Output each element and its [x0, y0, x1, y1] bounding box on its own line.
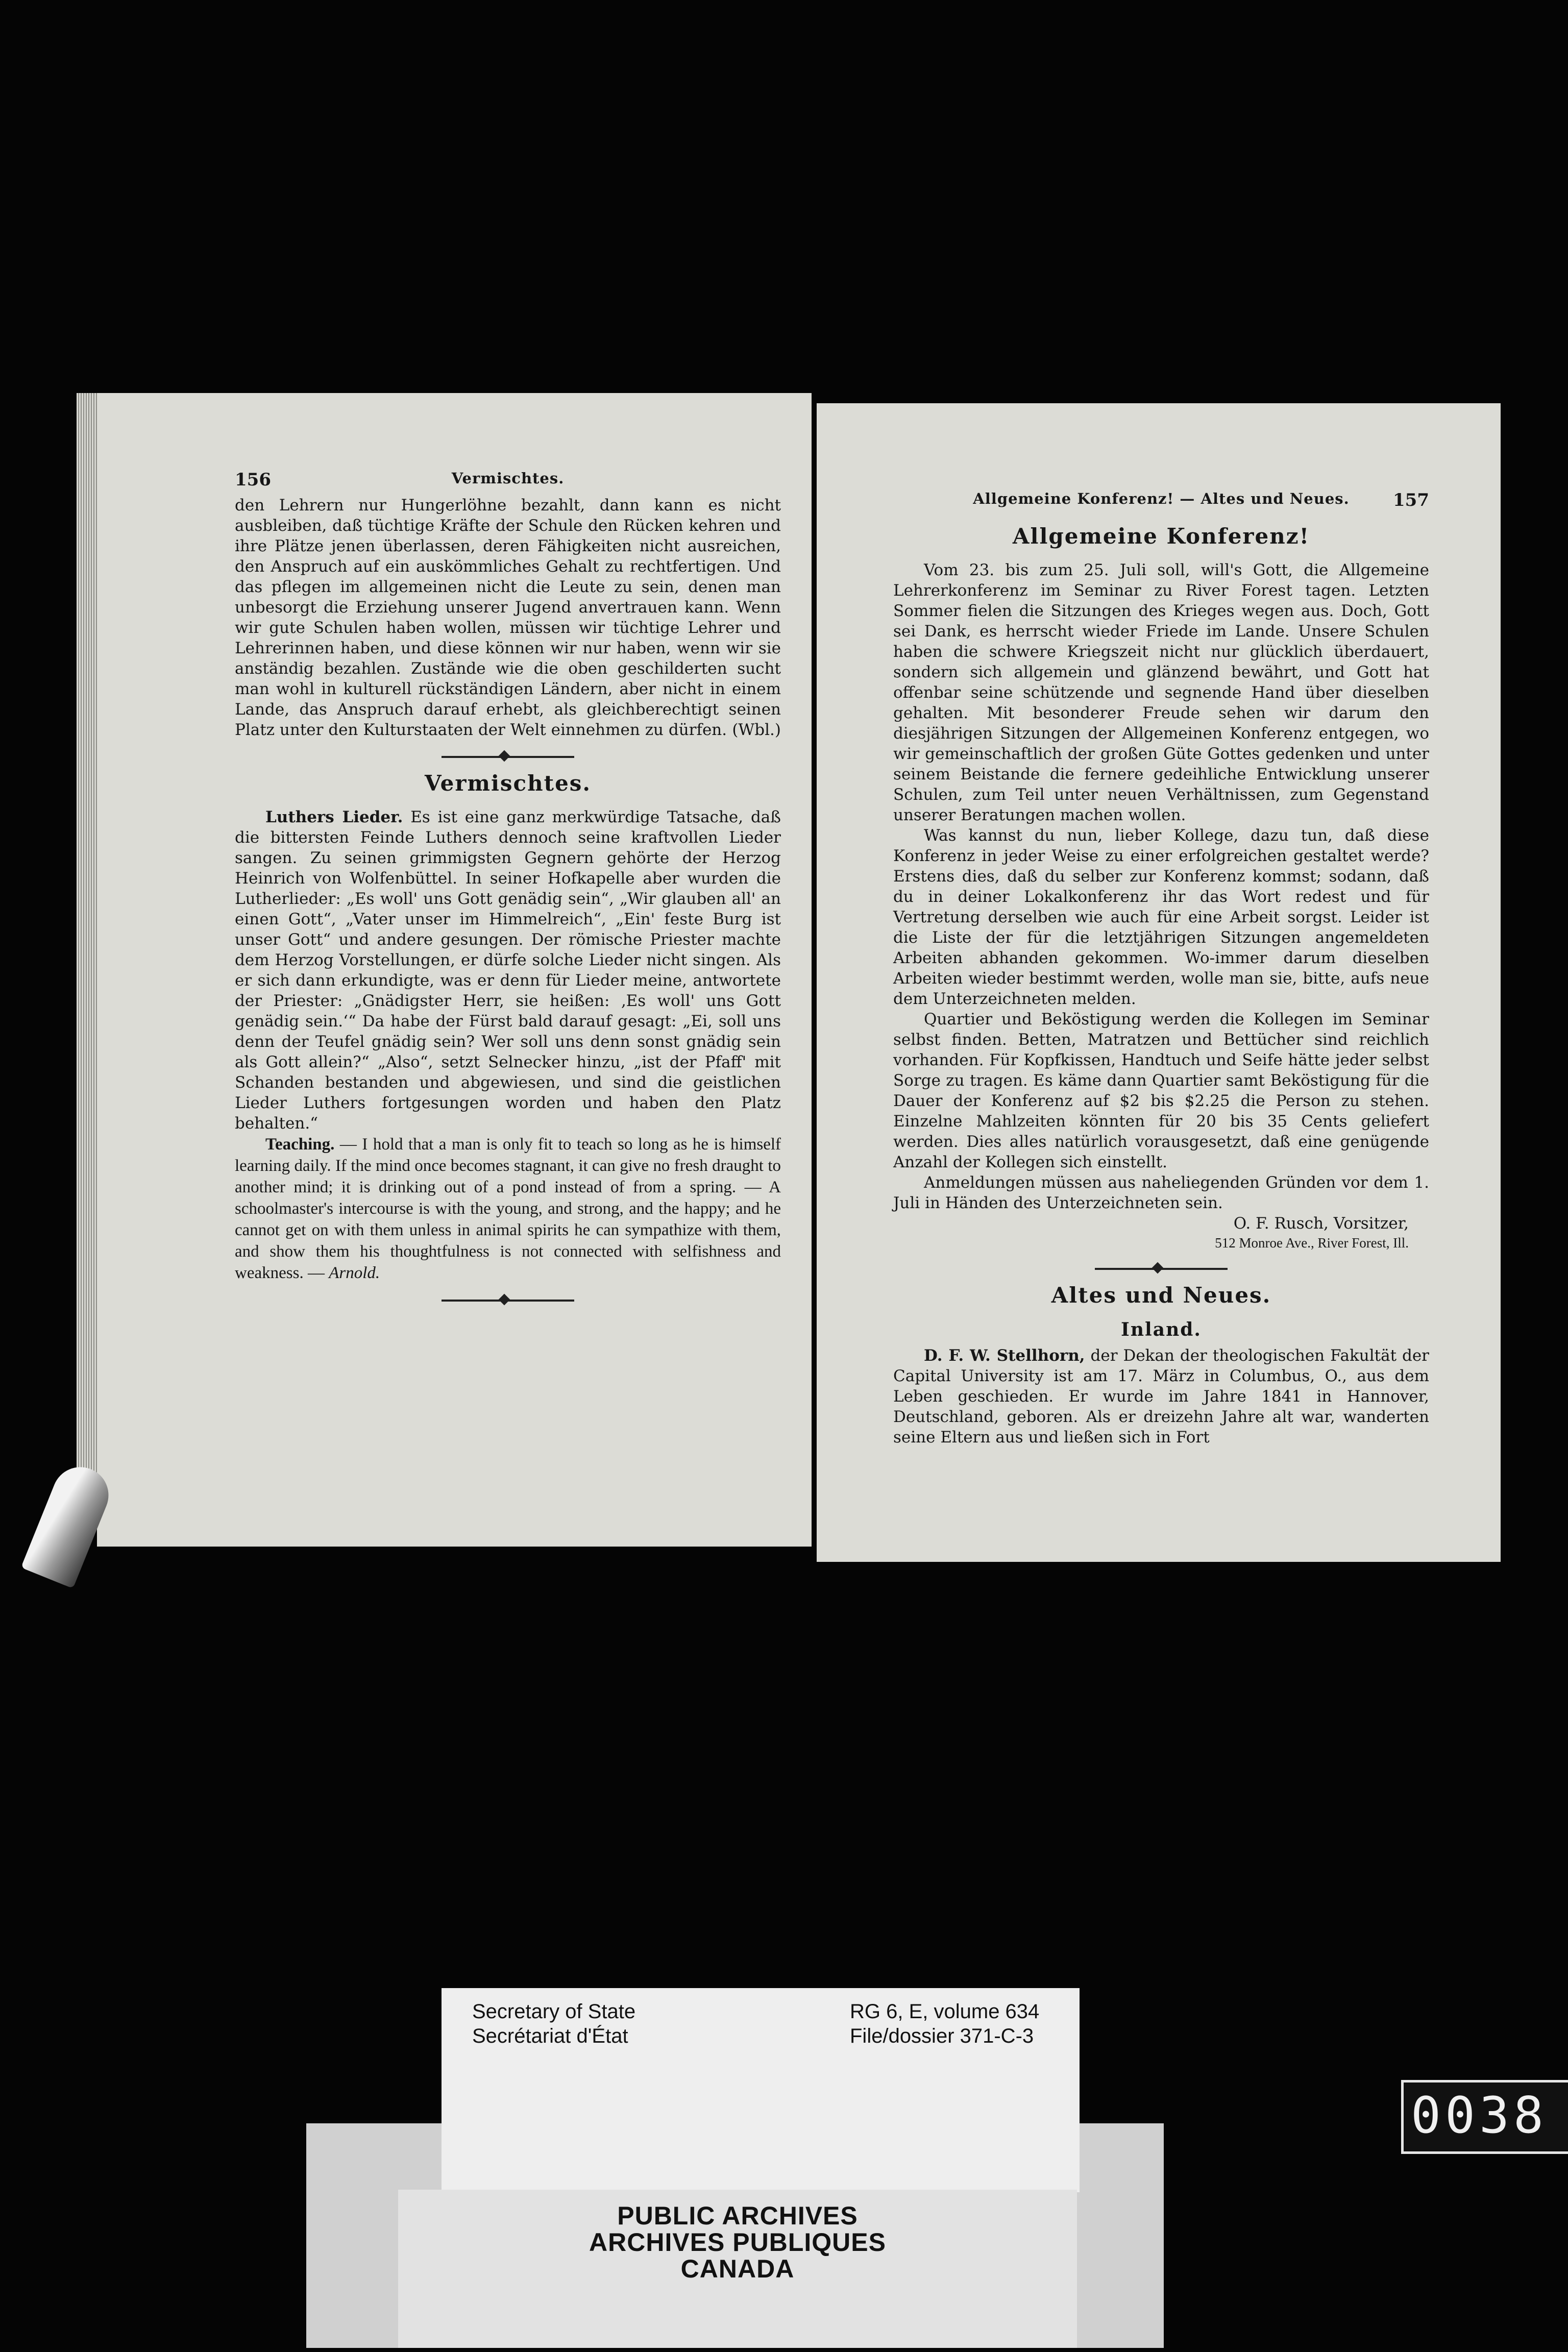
- label-left-line-1: Secretary of State: [472, 2000, 636, 2023]
- archive-label-card: [442, 1988, 1080, 2192]
- left-paragraph-1-text: den Lehrern nur Hungerlöhne bezahlt, dann kann es nicht ausbleiben, daß tüchtige Kräfte der Schule den Rücken kehren und ihre Plätze jenen überlassen, deren Fähigkeiten nicht ausreichen, den Anspruch auf ein auskömmliches Gehalt zu rechtfertigen. Und das pflegen im allgemeinen nicht die Leute zu sein, denen man unbesorgt die Erziehung unserer Jugend anvertrauen kann. Wenn wir gute Schulen haben wollen, müssen wir tüchtige Lehrer und Lehrerinnen haben, und diese können wir nur haben, wenn wir sie anständig bezahlen. Zustände wie die oben geschilderten sucht man wohl in kulturell rückständigen Ländern, aber nicht in einem Lande, das Anspruch darauf erhebt, als gleichberechtigt seinen Platz unter den Kulturstaaten der Welt einnehmen zu dürfen.: [235, 496, 781, 739]
- right-ornament: [893, 1263, 1429, 1273]
- right-page-header: [893, 490, 1429, 516]
- stamp-line-3: CANADA: [680, 2255, 795, 2283]
- left-paragraph-1-source: (Wbl.): [732, 721, 781, 739]
- label-right: [850, 1999, 1039, 2048]
- right-page-number: 157: [1393, 490, 1429, 510]
- left-page-header: [235, 470, 781, 495]
- subheading-inland: Inland.: [1121, 1319, 1202, 1340]
- label-right-line-2: File/dossier 371-C-3: [850, 2025, 1034, 2047]
- signature-address: 512 Monroe Ave., River Forest, Ill.: [1215, 1235, 1409, 1251]
- right-page: [817, 403, 1501, 1562]
- left-running-head: Vermischtes.: [451, 470, 565, 487]
- teaching-text: — I hold that a man is only fit to teach so long as he is himself learning daily. If the mind once becomes stagnant, it can give no fresh draught to another mind; it is drinking out of a pond instead of from a spring. — A schoolmaster's intercourse is with the young, and strong, and the happy; and he cannot get on with them unless in animal spirits he can sympathize with them, and show them his thoughtfulness is not connected with selfishness and weakness. —: [235, 1135, 781, 1282]
- frame-counter: 0038: [1401, 2080, 1568, 2154]
- heading-altes-und-neues: Altes und Neues.: [1051, 1283, 1271, 1308]
- label-right-line-1: RG 6, E, volume 634: [850, 2000, 1040, 2023]
- konferenz-paragraph-4: Anmeldungen müssen aus naheliegenden Gründen vor dem 1. Juli in Händen des Unterzeichneten sein.: [893, 1173, 1429, 1212]
- stamp-line-1: PUBLIC ARCHIVES: [617, 2201, 858, 2230]
- left-page-number: 156: [235, 470, 271, 490]
- news-text: der Dekan der theologischen Fakultät der Capital University ist am 17. März in Columbus, O., aus dem Leben geschieden. Er wurde im Jahre 1841 in Hannover, Deutschland, geboren. Als er dreizehn Jahre alt war, wanderten seine Eltern aus und ließen sich in Fort: [893, 1346, 1429, 1447]
- left-page: [97, 393, 812, 1547]
- archives-stamp: [398, 2202, 1077, 2282]
- heading-allgemeine-konferenz: Allgemeine Konferenz!: [1012, 524, 1310, 549]
- label-left: [472, 1999, 635, 2048]
- konferenz-paragraph-2: Was kannst du nun, lieber Kollege, dazu tun, daß diese Konferenz in jeder Weise zu einer erfolgreichen gestaltet werde? Erstens dies, daß du selber zur Konferenz kommst; sodann, daß du in deiner Lokalkonferenz ihr das Wort redest und für Vertretung derselben wie auch für eine Arbeit sorgst. Leider ist die Liste der für die letztjährigen Sitzungen angemeldeten Arbeiten abhanden gekommen. Wo-immer darum dieselben Arbeiten wieder bestimmt werden, wolle man sie, bitte, aufs neue dem Unterzeichneten melden.: [893, 826, 1429, 1008]
- konferenz-paragraph-3: Quartier und Beköstigung werden die Kollegen im Seminar selbst finden. Betten, Matratzen und Bettücher sind reichlich vorhanden. Für Kopfkissen, Handtuch und Seife hätte jeder selbst Sorge zu tragen. Es käme dann Quartier samt Beköstigung für die Dauer der Konferenz auf $2 bis $2.25 die Person zu stehen. Einzelne Mahlzeiten könnten für 20 bis 35 Cents geliefert werden. Dies alles natürlich vorausgesetzt, daß eine genügende Anzahl der Kollegen sich einstellt.: [893, 1010, 1429, 1171]
- luthers-lieder-paragraph: [235, 807, 781, 1134]
- left-paragraph-1: [235, 495, 781, 740]
- news-lead: D. F. W. Stellhorn,: [924, 1346, 1085, 1365]
- teaching-paragraph: [235, 1134, 781, 1284]
- signature: O. F. Rusch, Vorsitzer,: [1233, 1214, 1409, 1233]
- teaching-lead: Teaching.: [265, 1135, 335, 1154]
- section-ornament: [235, 751, 781, 762]
- end-ornament: [235, 1295, 781, 1305]
- teaching-author: Arnold.: [329, 1264, 380, 1282]
- section-heading-vermischtes: Vermischtes.: [424, 771, 592, 796]
- stamp-line-2: ARCHIVES PUBLIQUES: [589, 2228, 886, 2257]
- news-paragraph: [893, 1345, 1429, 1448]
- konferenz-paragraph-1: Vom 23. bis zum 25. Juli soll, will's Gott, die Allgemeine Lehrerkonferenz im Seminar zu River Forest tagen. Letzten Sommer fielen die Sitzungen des Krieges wegen aus. Doch, Gott sei Dank, es herrscht wieder Friede im Lande. Unsere Schulen haben die schwere Kriegszeit nicht nur glücklich überdauert, sondern sich allgemein und glänzend bewährt, und Gott hat offenbar seine schützende und segnende Hand über dieselben gehalten. Mit besonderer Freude sehen wir darum den diesjährigen Sitzungen der Allgemeinen Konferenz entgegen, wo wir gemeinschaftlich der großen Güte Gottes gedenken und unter seinem Beistande die fernere gedeihliche Entwicklung unserer Schulen, zum Teil unter neuen Verhältnissen, zum Gegenstand unserer Beratungen machen wollen.: [893, 561, 1429, 824]
- luthers-lieder-text: Es ist eine ganz merkwürdige Tatsache, daß die bittersten Feinde Luthers dennoch seine kraftvollen Lieder sangen. Zu seinen grimmigsten Gegnern gehörte der Herzog Heinrich von Wolfenbüttel. In seiner Hofkapelle aber wurden die Lutherlieder: „Es woll' uns Gott genädig sein“, „Wir glauben all' an einen Gott“, „Vater unser im Himmelreich“, „Ein' feste Burg ist unser Gott“ und andere gesungen. Der römische Priester machte dem Herzog Vorstellungen, er dürfe solche Lieder nicht singen. Als er sich dann erkundigte, was er denn für Lieder meine, antwortete der Priester: „Gnädigster Herr, sie heißen: ‚Es woll' uns Gott genädig sein.‘“ Da habe der Fürst bald darauf gesagt: „Ei, soll uns denn der Teufel gnädig sein? Wer soll uns denn sonst gnädig sein als Gott allein?“ „Also“, setzt Selnecker hinzu, „ist der Pfaff' mit Schanden bestanden und abgewiesen, und sind die geistlichen Lieder Luthers fortgesungen worden und haben den Platz behalten.“: [235, 808, 781, 1133]
- luthers-lieder-lead: Luthers Lieder.: [265, 808, 403, 826]
- label-left-line-2: Secrétariat d'État: [472, 2025, 628, 2047]
- right-running-head: Allgemeine Konferenz! — Altes und Neues.: [973, 490, 1350, 507]
